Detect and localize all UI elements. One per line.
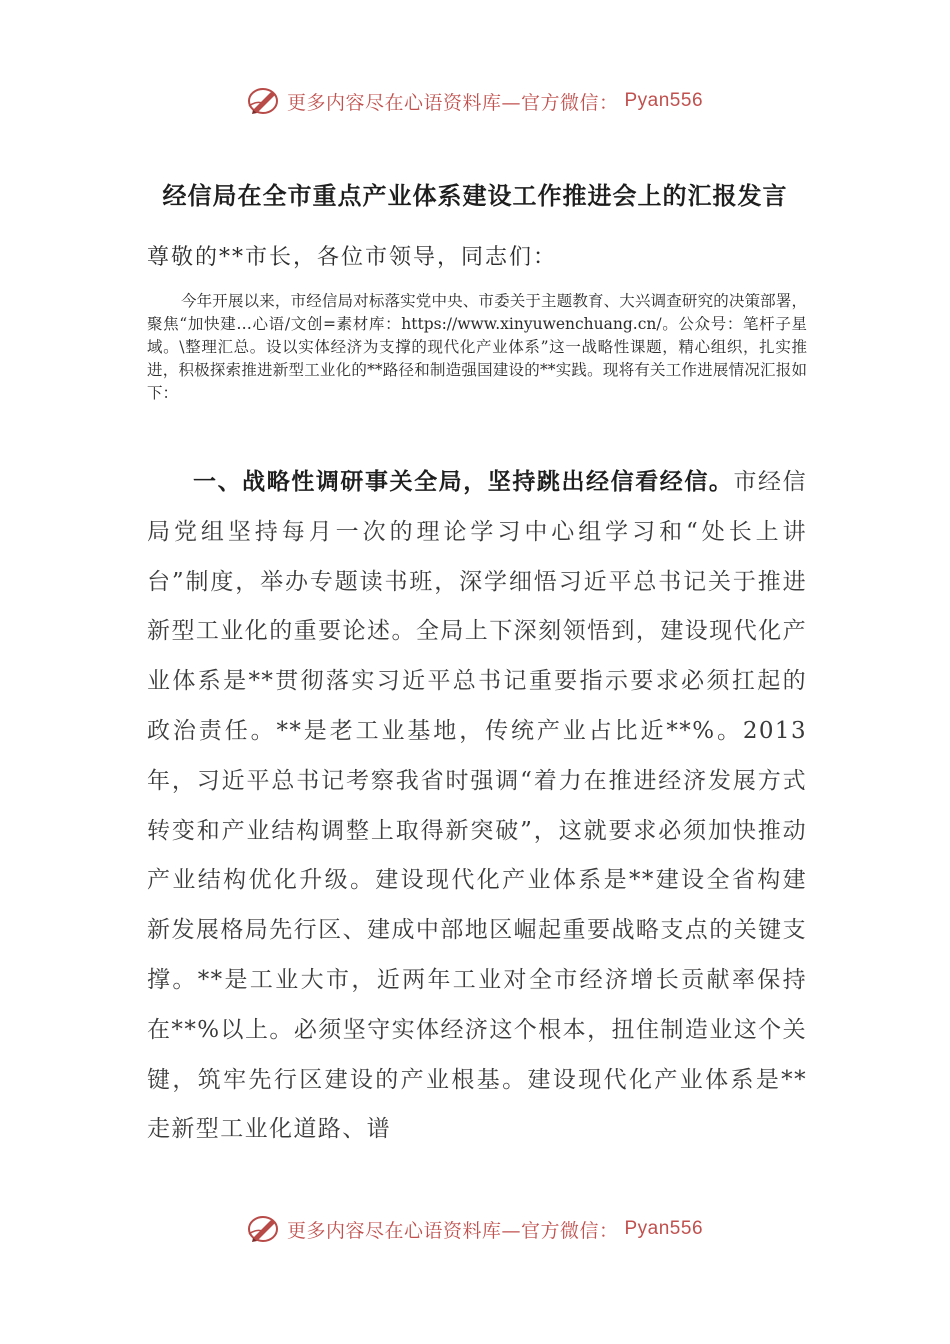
salutation: 尊敬的**市长，各位市领导，同志们： <box>147 245 558 270</box>
watermark-label: 更多内容尽在心语资料库—官方微信： <box>286 1219 619 1242</box>
watermark-footer <box>0 1214 950 1244</box>
watermark-wechat-id: Pyan556 <box>624 1218 704 1239</box>
intro-paragraph: 今年开展以来，市经信局对标落实党中央、市委关于主题教育、大兴调查研究的决策部署，聚焦“加快建…心语/文创=素材库：https://www.xinyuwenchuang.cn/。公众号：笔杆子星域。\整理汇总。设以实体经济为支撑的现代化产业体系”这一战略性课题，精心组织，扎实推进，积极探索推进新型工业化的**路径和制造强国建设的**实践。现将有关工作进展情况汇报如下： <box>147 292 807 402</box>
watermark-header <box>0 86 950 116</box>
pen-logo-icon <box>247 86 281 116</box>
section-1-text: 市经信局党组坚持每月一次的理论学习中心组学习和“处长上讲台”制度，举办专题读书班，深学细悟习近平总书记关于推进新型工业化的重要论述。全局上下深刻领悟到，建设现代化产业体系是**贯彻落实习近平总书记重要指示要求必须扛起的政治责任。**是老工业基地，传统产业占比近**%。2013年，习近平总书记考察我省时强调“着力在推进经济发展方式转变和产业结构调整上取得新突破”，这就要求必须加快推动产业结构优化升级。建设现代化产业体系是**建设全省构建新发展格局先行区、建成中部地区崛起重要战略支点的关键支撑。**是工业大市，近两年工业对全市经济增长贡献率保持在**%以上。必须坚守实体经济这个根本，扭住制造业这个关键，筑牢先行区建设的产业根基。建设现代化产业体系是**走新型工业化道路、谱 <box>147 469 807 1143</box>
section-1-paragraph <box>147 458 807 1155</box>
section-1-heading: 一、战略性调研事关全局，坚持跳出经信看经信。 <box>193 469 734 495</box>
document-title: 经信局在全市重点产业体系建设工作推进会上的汇报发言 <box>162 182 788 210</box>
watermark-wechat-id: Pyan556 <box>624 90 704 111</box>
watermark-label: 更多内容尽在心语资料库—官方微信： <box>286 91 619 114</box>
pen-logo-icon <box>247 1214 281 1244</box>
